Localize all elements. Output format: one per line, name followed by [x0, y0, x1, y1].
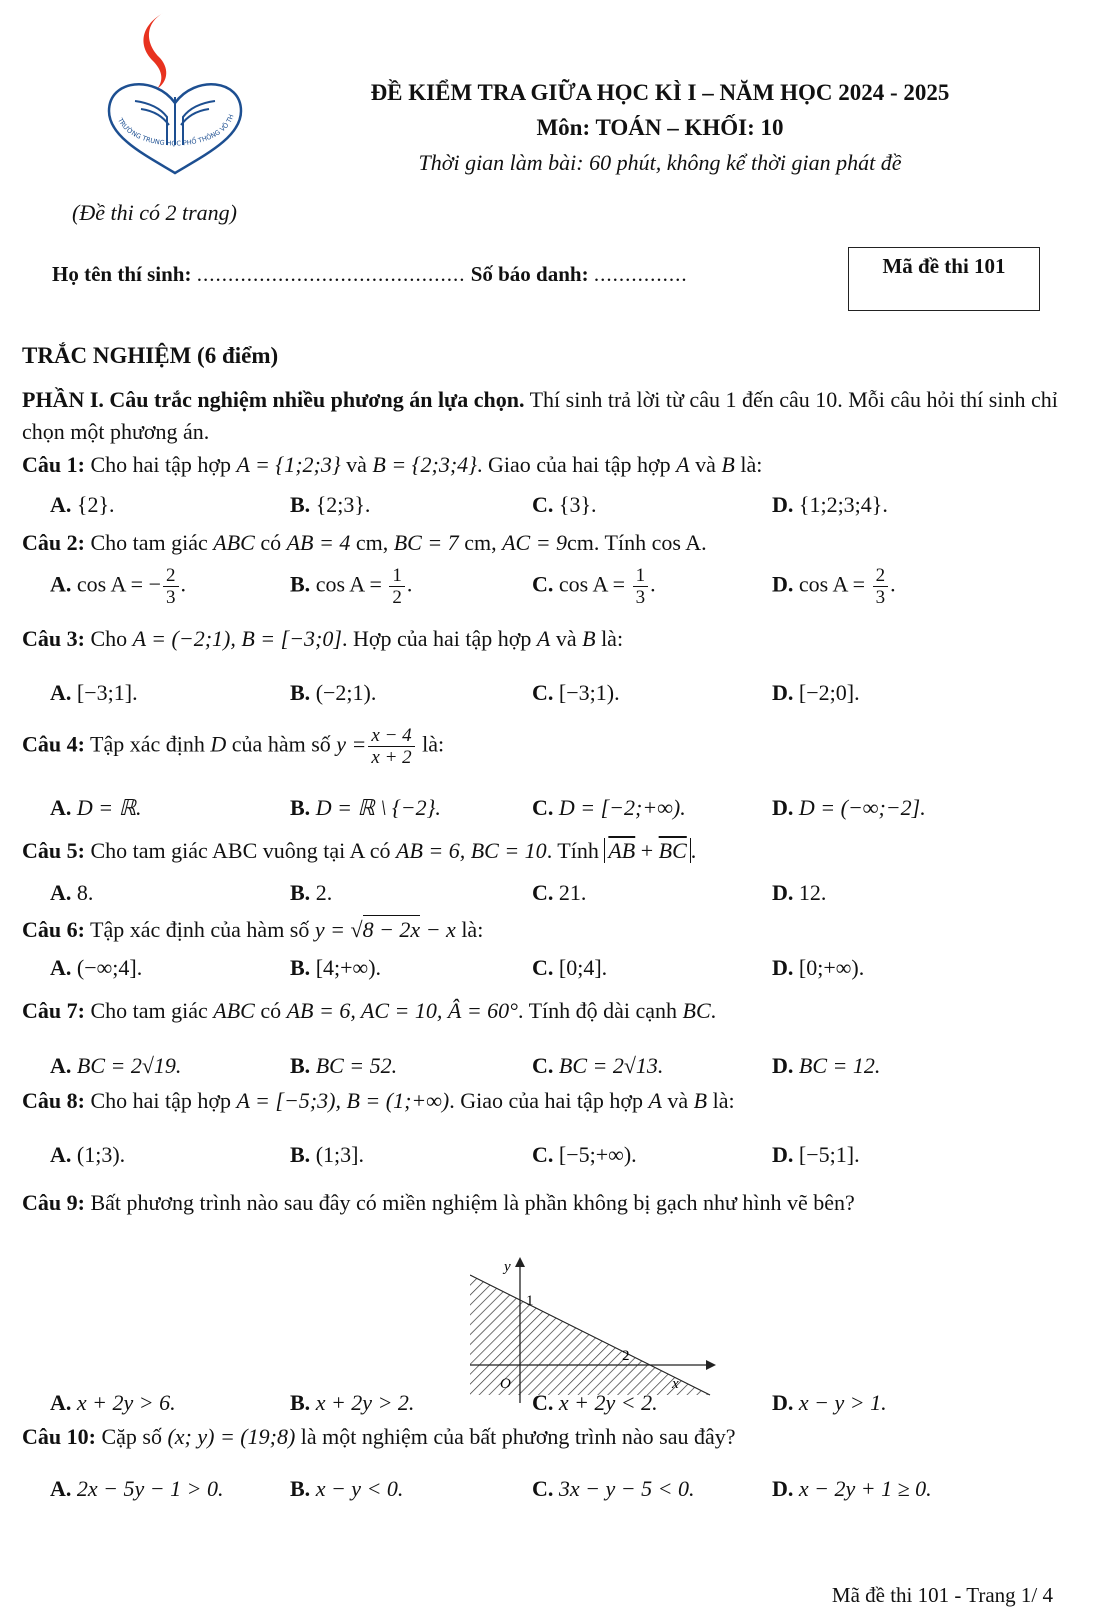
y-tick-label: 1: [526, 1293, 534, 1309]
option-letter: C.: [532, 571, 554, 597]
q1-option-a[interactable]: [50, 492, 115, 518]
question-text: là:: [416, 731, 445, 757]
numerator: 1: [389, 565, 405, 587]
option-letter: D.: [772, 1142, 794, 1167]
option-value: 2.: [315, 880, 333, 905]
q10-option-b[interactable]: [290, 1476, 403, 1502]
vector-bc: $\overline{BC}$: [658, 838, 687, 863]
question-label: Câu 4:: [22, 731, 85, 757]
question-math: A: [676, 452, 690, 477]
question-math: A: [536, 626, 551, 651]
question-text: Cho: [84, 626, 133, 651]
inequality-graph: [470, 1255, 720, 1405]
id-label: Số báo danh:: [470, 262, 589, 286]
question-8: [22, 1088, 735, 1114]
option-letter: D.: [772, 1390, 794, 1415]
x-tick-label: 2: [622, 1348, 630, 1364]
question-5: Câu 5: Cho tam giác ABC vuông tại A có AB = 6, BC = 10. Tính $\overline{AB} + \overline{BC}$ .: [22, 838, 697, 863]
option-value: [−5;+∞).: [558, 1142, 637, 1167]
option-value: D = ℝ \ {−2}.: [315, 795, 441, 820]
option-value: BC = 12.: [798, 1053, 881, 1078]
question-text: là:: [455, 917, 484, 942]
name-field[interactable]: ...........................................: [196, 262, 466, 286]
option-value: (−∞;4].: [76, 955, 143, 980]
part-text: Thí sinh trả lời từ câu 1 đến câu 10. Mỗi câu hỏi thí sinh chỉ chọn một phương án.: [22, 387, 1058, 444]
q4-option-a[interactable]: [50, 795, 142, 821]
question-text: cm. Tính cos A.: [567, 530, 707, 555]
question-math: AC = 9: [502, 530, 568, 555]
option-value: [−2;0].: [798, 680, 860, 705]
q2-option-b[interactable]: B. cos A = $\frac{1}{2}$ .: [290, 565, 413, 608]
y-axis-arrow: [515, 1257, 525, 1267]
q6-option-d[interactable]: [772, 955, 864, 981]
question-math: y = √: [314, 917, 363, 942]
question-label: Câu 10:: [22, 1424, 96, 1449]
option-letter: A.: [50, 1390, 72, 1415]
question-text: Cặp số: [95, 1424, 168, 1449]
option-value: D = ℝ.: [76, 795, 142, 820]
option-letter: A.: [50, 1476, 72, 1501]
q9-option-c[interactable]: [532, 1390, 658, 1416]
option-value: [0;4].: [558, 955, 608, 980]
option-value: cos A =: [315, 571, 388, 597]
option-letter: B.: [290, 1053, 311, 1078]
question-3: [22, 626, 623, 652]
question-text: và: [661, 1088, 694, 1113]
question-10: [22, 1424, 736, 1450]
question-math: B: [693, 1088, 708, 1113]
option-value: {1;2;3;4}.: [798, 492, 888, 517]
question-label: Câu 7:: [22, 998, 85, 1023]
denominator: 3: [166, 587, 176, 608]
vector-norm: [604, 838, 690, 863]
question-math: y =: [336, 731, 367, 757]
q6-option-b[interactable]: [290, 955, 381, 981]
q3-option-d[interactable]: [772, 680, 860, 706]
question-1: [22, 452, 762, 478]
question-math: BC = 7: [393, 530, 459, 555]
q3-option-a[interactable]: [50, 680, 138, 706]
option-letter: A.: [50, 955, 72, 980]
y-axis-label: y: [504, 1259, 511, 1275]
option-value: {3}.: [558, 492, 597, 517]
question-math: B: [721, 452, 735, 477]
option-letter: C.: [532, 1053, 554, 1078]
q5-option-d[interactable]: [772, 880, 826, 906]
part-title: PHẦN I. Câu trắc nghiệm nhiều phương án lựa chọn.: [22, 387, 525, 412]
question-math: A: [648, 1088, 662, 1113]
option-letter: D.: [772, 1053, 794, 1078]
option-value: [4;+∞).: [315, 955, 382, 980]
numerator: x − 4: [368, 725, 414, 747]
question-label: Câu 5:: [22, 838, 85, 863]
question-text: cm,: [458, 530, 503, 555]
q10-option-c[interactable]: [532, 1476, 694, 1502]
question-6: [22, 917, 483, 943]
fraction: [873, 565, 889, 608]
option-value: BC = 2√19.: [76, 1053, 182, 1078]
q10-option-a[interactable]: [50, 1476, 223, 1502]
id-field[interactable]: ...............: [593, 262, 688, 286]
option-letter: A.: [50, 1142, 72, 1167]
option-value: BC = 2√13.: [558, 1053, 664, 1078]
option-value: x + 2y < 2.: [558, 1390, 658, 1415]
question-text: . Tính: [546, 838, 605, 863]
q8-option-a[interactable]: [50, 1142, 125, 1168]
exam-title: ĐỀ KIỂM TRA GIỮA HỌC KÌ I – NĂM HỌC 2024 - 2025: [370, 80, 950, 105]
option-letter: A.: [50, 880, 72, 905]
page-footer: Mã đề thi 101 - Trang 1/ 4: [831, 1583, 1053, 1607]
option-value: D = [−2;+∞).: [558, 795, 686, 820]
student-info-row: [52, 262, 688, 287]
option-value: x + 2y > 6.: [76, 1390, 176, 1415]
part-intro: [22, 384, 1082, 448]
question-text: Cho tam giác: [84, 530, 214, 555]
q7-option-d[interactable]: [772, 1053, 880, 1079]
question-math: AB = 6, AC = 10, Â = 60°: [286, 998, 518, 1023]
fraction: [389, 565, 405, 608]
option-value: cos A = −: [76, 571, 161, 597]
question-label: Câu 2:: [22, 530, 85, 555]
question-math: A = (−2;1), B = [−3;0]: [132, 626, 342, 651]
option-letter: C.: [532, 955, 554, 980]
q2-option-a[interactable]: A. cos A = − $\frac{2}{3}$ .: [50, 565, 186, 608]
question-text: và: [340, 452, 373, 477]
q9-option-d[interactable]: [772, 1390, 887, 1416]
question-math: ABC: [213, 530, 255, 555]
logo-text: TRƯỜNG TRUNG HỌC PHỔ THÔNG VÕ TH: [116, 113, 236, 148]
option-value: x − 2y + 1 ≥ 0.: [798, 1476, 932, 1501]
question-math: − x: [420, 917, 456, 942]
option-letter: C.: [532, 1390, 554, 1415]
question-text: có: [254, 530, 287, 555]
denominator: 3: [635, 587, 646, 608]
question-text: và: [550, 626, 583, 651]
q2-option-d[interactable]: D. cos A = $\frac{2}{3}$ .: [772, 565, 896, 608]
question-text: là:: [707, 1088, 735, 1113]
option-letter: C.: [532, 680, 554, 705]
q3-option-c[interactable]: [532, 680, 620, 706]
option-letter: C.: [532, 880, 554, 905]
option-letter: B.: [290, 880, 311, 905]
question-text: là một nghiệm của bất phương trình nào sau đây?: [295, 1424, 736, 1449]
option-letter: C.: [532, 795, 554, 820]
exam-time: Thời gian làm bài: 60 phút, không kể thời gian phát đề: [418, 150, 902, 175]
question-math: A = {1;2;3}: [236, 452, 341, 477]
q6-option-c[interactable]: [532, 955, 607, 981]
option-value: x − y > 1.: [798, 1390, 887, 1415]
option-letter: B.: [290, 1390, 311, 1415]
option-value: 3x − y − 5 < 0.: [558, 1476, 695, 1501]
question-label: Câu 9:: [22, 1190, 85, 1215]
question-label: Câu 3:: [22, 626, 85, 651]
option-value: [−3;1).: [558, 680, 620, 705]
option-value: 12.: [798, 880, 827, 905]
option-letter: B.: [290, 795, 311, 820]
q8-option-d[interactable]: [772, 1142, 860, 1168]
question-text: .: [710, 998, 717, 1023]
question-text: . Tính độ dài cạnh: [517, 998, 683, 1023]
option-value: [−3;1].: [76, 680, 138, 705]
q6-option-a[interactable]: [50, 955, 142, 981]
exam-subject: Môn: TOÁN – KHỐI: 10: [536, 115, 784, 140]
option-value: D = (−∞;−2].: [798, 795, 926, 820]
q4-option-c[interactable]: [532, 795, 686, 821]
option-letter: D.: [772, 571, 794, 597]
q3-option-b[interactable]: [290, 680, 376, 706]
option-value: cos A =: [798, 571, 871, 597]
x-axis-label: x: [672, 1376, 679, 1392]
option-letter: D.: [772, 880, 794, 905]
question-text: . Giao của hai tập hợp: [449, 1088, 649, 1113]
option-letter: A.: [50, 571, 72, 597]
question-text: của hàm số: [226, 731, 337, 757]
q1-option-b[interactable]: [290, 492, 370, 518]
question-math: B: [582, 626, 596, 651]
question-math: (x; y) = (19;8): [167, 1424, 296, 1449]
option-value: [−5;1].: [798, 1142, 860, 1167]
question-text: . Hợp của hai tập hợp: [341, 626, 537, 651]
question-text: Bất phương trình nào sau đây có miền nghiệm là phần không bị gạch như hình vẽ bên?: [84, 1190, 855, 1215]
q9-option-a[interactable]: [50, 1390, 176, 1416]
option-value: 8.: [76, 880, 94, 905]
question-math: A = [−5;3), B = (1;+∞): [236, 1088, 450, 1113]
option-letter: B.: [290, 680, 311, 705]
question-label: Câu 1:: [22, 452, 85, 477]
question-9: [22, 1190, 855, 1216]
q5-option-a[interactable]: [50, 880, 93, 906]
q5-option-c[interactable]: [532, 880, 586, 906]
section-title: TRẮC NGHIỆM (6 điểm): [22, 343, 279, 368]
numerator: 1: [633, 565, 649, 587]
q7-option-c[interactable]: [532, 1053, 663, 1079]
option-value: (1;3].: [315, 1142, 364, 1167]
option-value: cos A =: [558, 571, 631, 597]
option-letter: D.: [772, 955, 794, 980]
x-axis-arrow: [706, 1360, 716, 1370]
q2-option-c[interactable]: C. cos A = $\frac{1}{3}$ .: [532, 565, 656, 608]
question-math: ABC: [213, 998, 255, 1023]
option-letter: B.: [290, 571, 311, 597]
fraction: [633, 565, 649, 608]
plus-sign: +: [635, 838, 659, 863]
question-2: [22, 530, 707, 556]
option-letter: D.: [772, 795, 794, 820]
option-letter: D.: [772, 492, 794, 517]
option-letter: B.: [290, 955, 311, 980]
question-math: AB = 4: [286, 530, 351, 555]
q1-option-d[interactable]: [772, 492, 888, 518]
q4-option-b[interactable]: [290, 795, 441, 821]
question-text: và: [689, 452, 722, 477]
question-7: [22, 998, 716, 1024]
question-text: Cho hai tập hợp: [84, 1088, 237, 1113]
q7-option-a[interactable]: [50, 1053, 181, 1079]
numerator: 2: [163, 565, 179, 587]
q1-option-c[interactable]: [532, 492, 597, 518]
question-math: BC: [682, 998, 711, 1023]
school-logo: [95, 5, 255, 175]
q8-option-c[interactable]: [532, 1142, 637, 1168]
option-value: x + 2y > 2.: [315, 1390, 415, 1415]
origin-label: O: [500, 1376, 511, 1392]
q10-option-d[interactable]: [772, 1476, 932, 1502]
option-value: 21.: [558, 880, 587, 905]
option-letter: A.: [50, 492, 72, 517]
option-letter: B.: [290, 1142, 311, 1167]
question-label: Câu 6:: [22, 917, 85, 942]
sqrt-content: 8 − 2x: [362, 917, 421, 942]
option-value: 2x − 5y − 1 > 0.: [76, 1476, 224, 1501]
vector-ab: $\overline{AB}$: [608, 838, 636, 863]
option-letter: B.: [290, 492, 311, 517]
denominator: 2: [392, 587, 402, 608]
question-text: là:: [595, 626, 624, 651]
option-letter: D.: [772, 680, 794, 705]
fraction: [368, 725, 414, 768]
option-value: {2;3}.: [315, 492, 371, 517]
option-value: (1;3).: [76, 1142, 126, 1167]
option-letter: A.: [50, 795, 72, 820]
numerator: 2: [873, 565, 889, 587]
question-math: B = {2;3;4}: [372, 452, 477, 477]
option-letter: C.: [532, 1476, 554, 1501]
option-letter: C.: [532, 1142, 554, 1167]
question-math: D: [210, 731, 227, 757]
option-value: {2}.: [76, 492, 115, 517]
option-letter: B.: [290, 1476, 311, 1501]
page-count-note: (Đề thi có 2 trang): [72, 200, 237, 225]
q8-option-b[interactable]: [290, 1142, 364, 1168]
q4-option-d[interactable]: [772, 795, 926, 821]
q5-option-b[interactable]: [290, 880, 332, 906]
question-math: AB = 6, BC = 10: [396, 838, 547, 863]
fraction: [163, 565, 179, 608]
question-text: có: [254, 998, 287, 1023]
question-4: [22, 725, 444, 768]
option-letter: C.: [532, 492, 554, 517]
question-text: Cho tam giác: [84, 998, 214, 1023]
option-value: (−2;1).: [315, 680, 377, 705]
option-letter: A.: [50, 1053, 72, 1078]
option-value: x − y < 0.: [315, 1476, 404, 1501]
name-label: Họ tên thí sinh:: [52, 262, 192, 286]
question-label: Câu 8:: [22, 1088, 85, 1113]
q7-option-b[interactable]: [290, 1053, 397, 1079]
question-text: Cho hai tập hợp: [84, 452, 237, 477]
exam-code-box: Mã đề thi 101: [848, 247, 1040, 311]
option-letter: D.: [772, 1476, 794, 1501]
question-text: là:: [734, 452, 763, 477]
question-text: cm,: [350, 530, 394, 555]
question-text: . Giao của hai tập hợp: [476, 452, 677, 477]
question-text: Tập xác định của hàm số: [84, 917, 315, 942]
question-text: Cho tam giác ABC vuông tại A có: [84, 838, 396, 863]
option-value: [0;+∞).: [798, 955, 865, 980]
question-text: Tập xác định: [84, 731, 211, 757]
denominator: x + 2: [371, 747, 412, 768]
denominator: 3: [875, 587, 886, 608]
option-letter: A.: [50, 680, 72, 705]
q9-option-b[interactable]: [290, 1390, 414, 1416]
option-value: BC = 52.: [315, 1053, 398, 1078]
